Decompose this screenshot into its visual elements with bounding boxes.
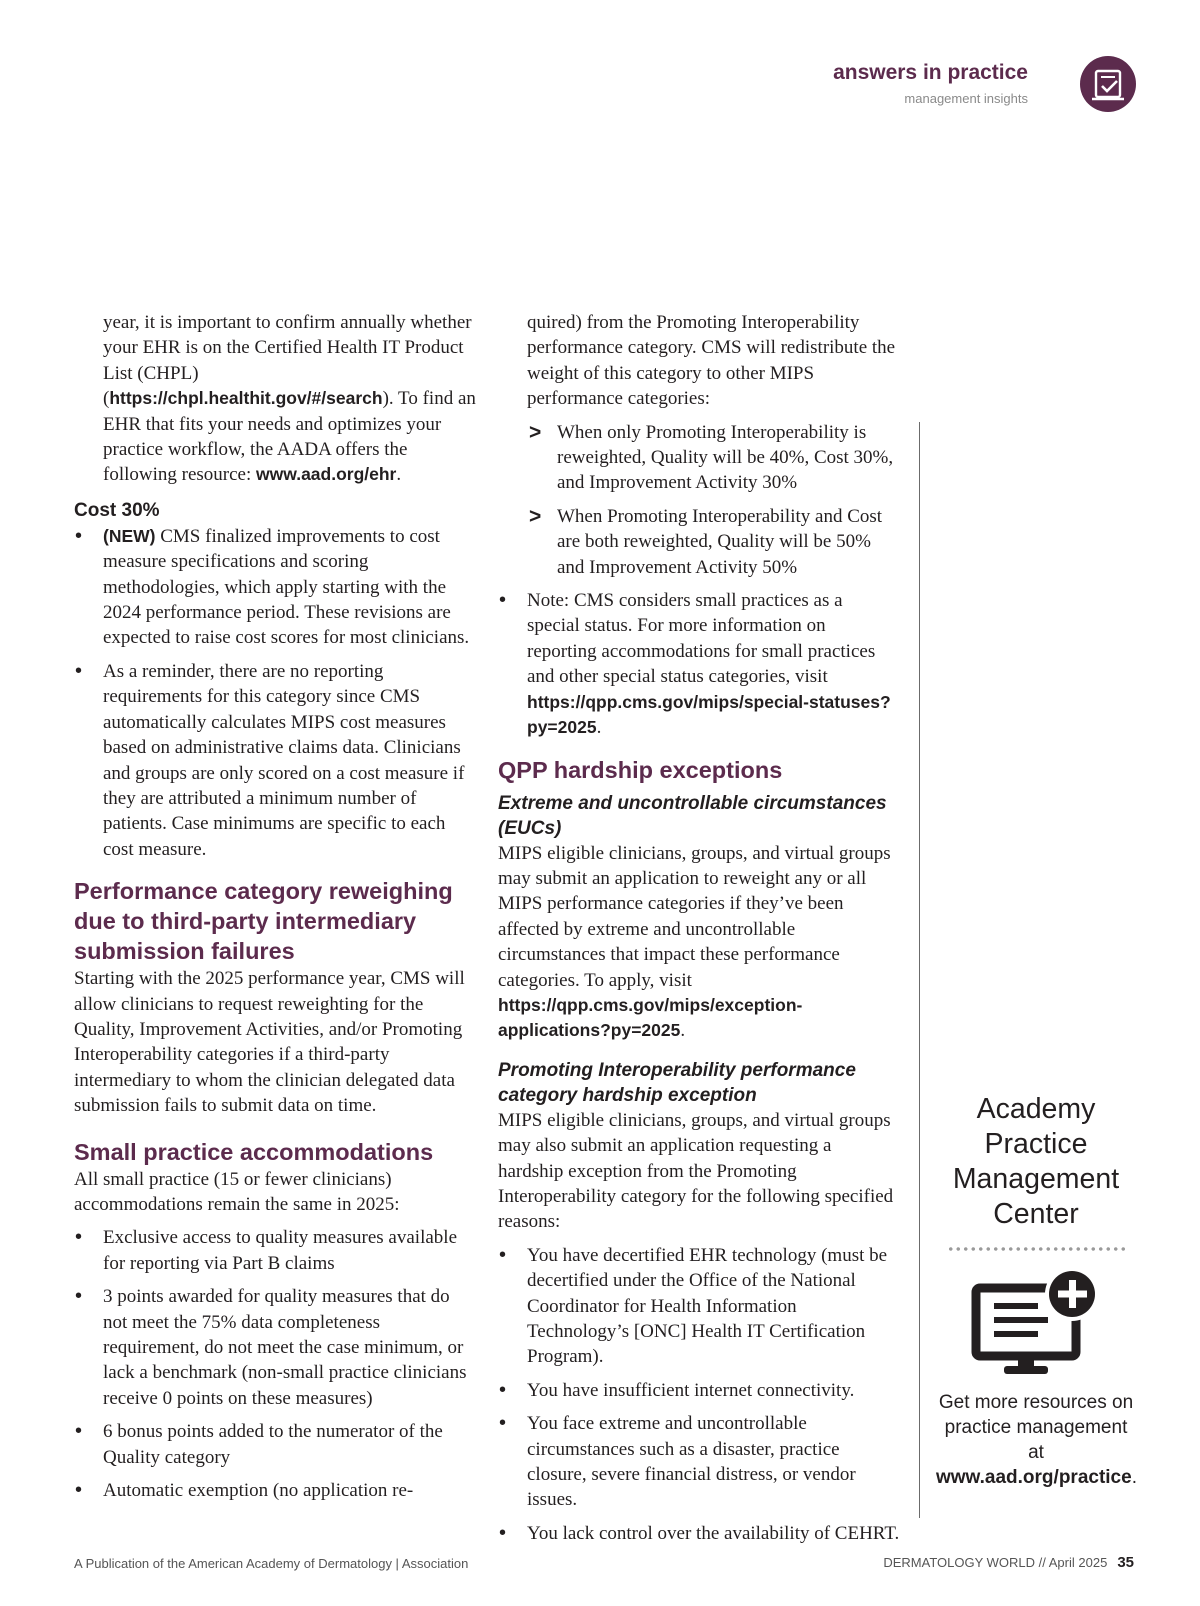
column-middle [498, 310, 900, 1554]
list-item: > When only Promoting Interoperability is reweighted, Quality will be 40%, Cost 30%, and Improvement Activity 30% [527, 420, 900, 496]
sidebar-title: Academy Practice Management Center [952, 1093, 1120, 1230]
pi-paragraph: MIPS eligible clinicians, groups, and virtual groups may also submit an application requesting a hardship exception from the Promoting Interoperability category for the following specified reasons: [498, 1109, 894, 1233]
pi-heading: Promoting Interoperability performance category hardship exception [498, 1059, 856, 1106]
cost-heading: Cost 30% [74, 499, 160, 521]
list-item: • 6 bonus points added to the numerator of the Quality category [74, 1419, 478, 1470]
list-item: • As a reminder, there are no reporting requirements for this category since CMS automatically calculates MIPS cost measures based on administrative claims data. Clinicians and groups are only scored on a cost measure if they are attributed a minimum number of patients. Case minimums are specific to each cost measure. [74, 659, 478, 862]
section-subtitle: management insights [904, 91, 1028, 106]
euc-paragraph: MIPS eligible clinicians, groups, and virtual groups may submit an application to reweight any or all MIPS performance categories if they’ve been affected by extreme and uncontrollable circumstances that impact these performance categories. To apply, visit https://qpp.cms.gov/mips/exception-applications?py=2025. [498, 842, 891, 1042]
reweigh-heading: Performance category reweighing due to third-party intermediary submission failures [74, 878, 453, 965]
cost-list [74, 524, 478, 862]
note-list [498, 588, 900, 740]
list-item: > When Promoting Interoperability and Cost are both reweighted, Quality will be 50% and Improvement Activity 50% [527, 504, 900, 580]
dotted-divider [947, 1246, 1125, 1252]
special-statuses-link[interactable]: https://qpp.cms.gov/mips/special-statuses?py=2025 [527, 691, 891, 738]
sidebar-text: Get more resources on practice management at www.aad.org/practice. [936, 1392, 1137, 1488]
page-header [833, 60, 1028, 108]
continued-paragraph: quired) from the Promoting Interoperability performance category. CMS will redistribute the weight of this category to other MIPS performance categories: [527, 312, 896, 410]
section-title: answers in practice [833, 61, 1028, 84]
list-item: • (NEW) CMS finalized improvements to cost measure specifications and scoring methodologies, which apply starting with the 2024 performance period. These revisions are expected to raise cost scores for most clinicians. [74, 524, 478, 651]
sidebar-divider [919, 422, 920, 1518]
column-left [74, 310, 478, 1511]
chpl-link[interactable]: https://chpl.healthit.gov/#/search [109, 388, 383, 409]
practice-center-link[interactable]: www.aad.org/practice [936, 1467, 1132, 1488]
footer-publication: A Publication of the American Academy of Dermatology | Association [74, 1556, 469, 1571]
small-practice-heading: Small practice accommodations [74, 1138, 434, 1165]
list-item: • You have decertified EHR technology (must be decertified under the Office of the National Coordinator for Health Information Technology’s [ONC] Health IT Certification Program). [498, 1243, 900, 1370]
reweight-arrow-list [527, 420, 900, 580]
euc-heading: Extreme and uncontrollable circumstances (EUCs) [498, 792, 887, 839]
small-practice-paragraph: All small practice (15 or fewer clinicians) accommodations remain the same in 2025: [74, 1168, 400, 1215]
footer-magazine: DERMATOLOGY WORLD // April 2025 35 [883, 1554, 1134, 1571]
pi-list [498, 1243, 900, 1546]
page-number: 35 [1117, 1554, 1134, 1571]
list-item: • Note: CMS considers small practices as a special status. For more information on reporting accommodations for small practices and other special status categories, visit https://qpp.cms.gov/mips/special-statuses?py=2025. [498, 588, 900, 740]
qpp-heading: QPP hardship exceptions [498, 756, 783, 783]
list-item: • Exclusive access to quality measures available for reporting via Part B claims [74, 1225, 478, 1276]
list-item: • You face extreme and uncontrollable circumstances such as a disaster, practice closure, severe financial distress, or vendor issues. [498, 1411, 900, 1513]
aad-ehr-link[interactable]: www.aad.org/ehr [256, 464, 397, 485]
small-practice-list [74, 1225, 478, 1503]
list-item: • You have insufficient internet connectivity. [498, 1378, 900, 1403]
list-item: • You lack control over the availability of CEHRT. [498, 1521, 900, 1546]
checklist-badge-icon [1080, 56, 1136, 112]
reweigh-paragraph: Starting with the 2025 performance year, CMS will allow clinicians to request reweighting for the Quality, Improvement Activities, and/or Promoting Interoperability categories if a third-party intermediary to whom the clinician delegated data submission fails to submit data on time. [74, 968, 465, 1117]
intro-paragraph: year, it is important to confirm annually whether your EHR is on the Certified Health IT Product List (CHPL) (https://chpl.healthit.gov/#/search). To find an EHR that fits your needs and optimizes your practice workflow, the AADA offers the following resource: www.aad.org/ehr. [103, 312, 476, 486]
exception-applications-link[interactable]: https://qpp.cms.gov/mips/exception-applications?py=2025 [498, 994, 803, 1041]
list-item: • Automatic exemption (no application re- [74, 1478, 478, 1503]
sidebar-callout [936, 1092, 1136, 1490]
computer-monitor-plus-icon [968, 1266, 1104, 1382]
list-item: • 3 points awarded for quality measures that do not meet the 75% data completeness requirement, do not meet the case minimum, or lack a benchmark (non-small practice clinicians receive 0 points on these measures) [74, 1284, 478, 1411]
